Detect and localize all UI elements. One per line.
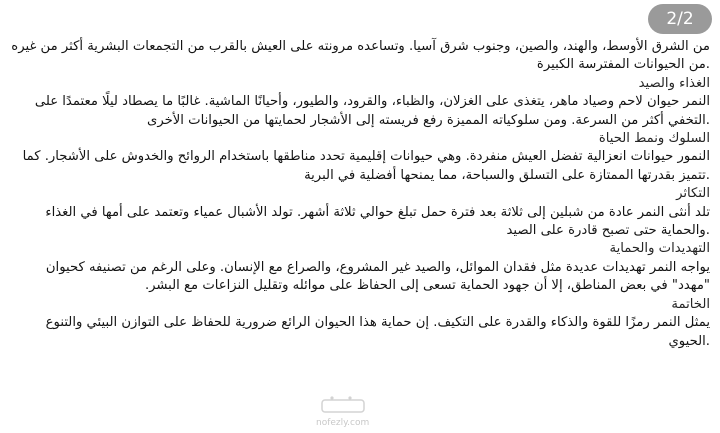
section-heading-reproduction: التكاثر (676, 186, 710, 202)
paragraph-line: .من الحيوانات المفترسة الكبيرة (536, 57, 710, 73)
watermark (308, 394, 378, 428)
watermark-logo-icon (320, 394, 366, 416)
paragraph-line: تلد أنثى النمر عادة من شبلين إلى ثلاثة بعد فترة حمل تبلغ حوالي ثلاثة أشهر. تولد الأشبال عمياء وتعتمد على أمها في الغذاء (45, 204, 710, 220)
paragraph-line: .والحماية حتى تصبح قادرة على الصيد (506, 223, 710, 239)
paragraph-line: يواجه النمر تهديدات عديدة مثل فقدان الموائل، والصيد غير المشروع، والصراع مع الإنسان. وعلى الرغم من تصنيفه كحيوان (45, 259, 710, 275)
watermark-site-text: nofezly.com (316, 418, 370, 428)
paragraph-line: يمثل النمر رمزًا للقوة والذكاء والقدرة على التكيف. إن حماية هذا الحيوان الرائع ضرورية للحفاظ على التوازن البيئي والتنوع (45, 315, 710, 331)
page-indicator-badge (648, 4, 712, 34)
paragraph-line: .تتميز بقدرتها الممتازة على التسلق والسباحة، مما يمنحها أفضلية في البرية (304, 167, 710, 183)
section-heading-food: الغذاء والصيد (638, 75, 710, 91)
section-heading-conclusion: الخاتمة (671, 296, 710, 312)
section-heading-behavior: السلوك ونمط الحياة (598, 131, 710, 147)
paragraph-line: "مهدد" في بعض المناطق، إلا أن جهود الحماية تسعى إلى الحفاظ على موائله وتقليل النزاعات مع البشر. (144, 278, 710, 294)
paragraph-line: النمر حيوان لاحم وصياد ماهر، يتغذى على الغزلان، والظباء، والقرود، والطيور، وأحيانًا الماشية. غالبًا ما يصطاد ليلًا معتمدًا على (34, 94, 710, 110)
page-indicator-label: 2/2 (666, 9, 694, 29)
paragraph-line: .الحيوي (668, 333, 710, 349)
paragraph-line: من الشرق الأوسط، والهند، والصين، وجنوب شرق آسيا. وتساعده مرونته على العيش بالقرب من التجمعات البشرية أكثر من غيره (11, 39, 710, 54)
paragraph-line: .التخفي أكثر من السرعة. ومن سلوكياته المميزة رفع فريسته إلى الأشجار لحمايتها من الحيوانات الأخرى (147, 112, 710, 128)
paragraph-line: النمور حيوانات انعزالية تفضل العيش منفردة. وهي حيوانات إقليمية تحدد مناطقها باستخدام الروائح والخدوش على الأشجار. كما (22, 149, 710, 165)
section-heading-threats: التهديدات والحماية (609, 241, 710, 257)
